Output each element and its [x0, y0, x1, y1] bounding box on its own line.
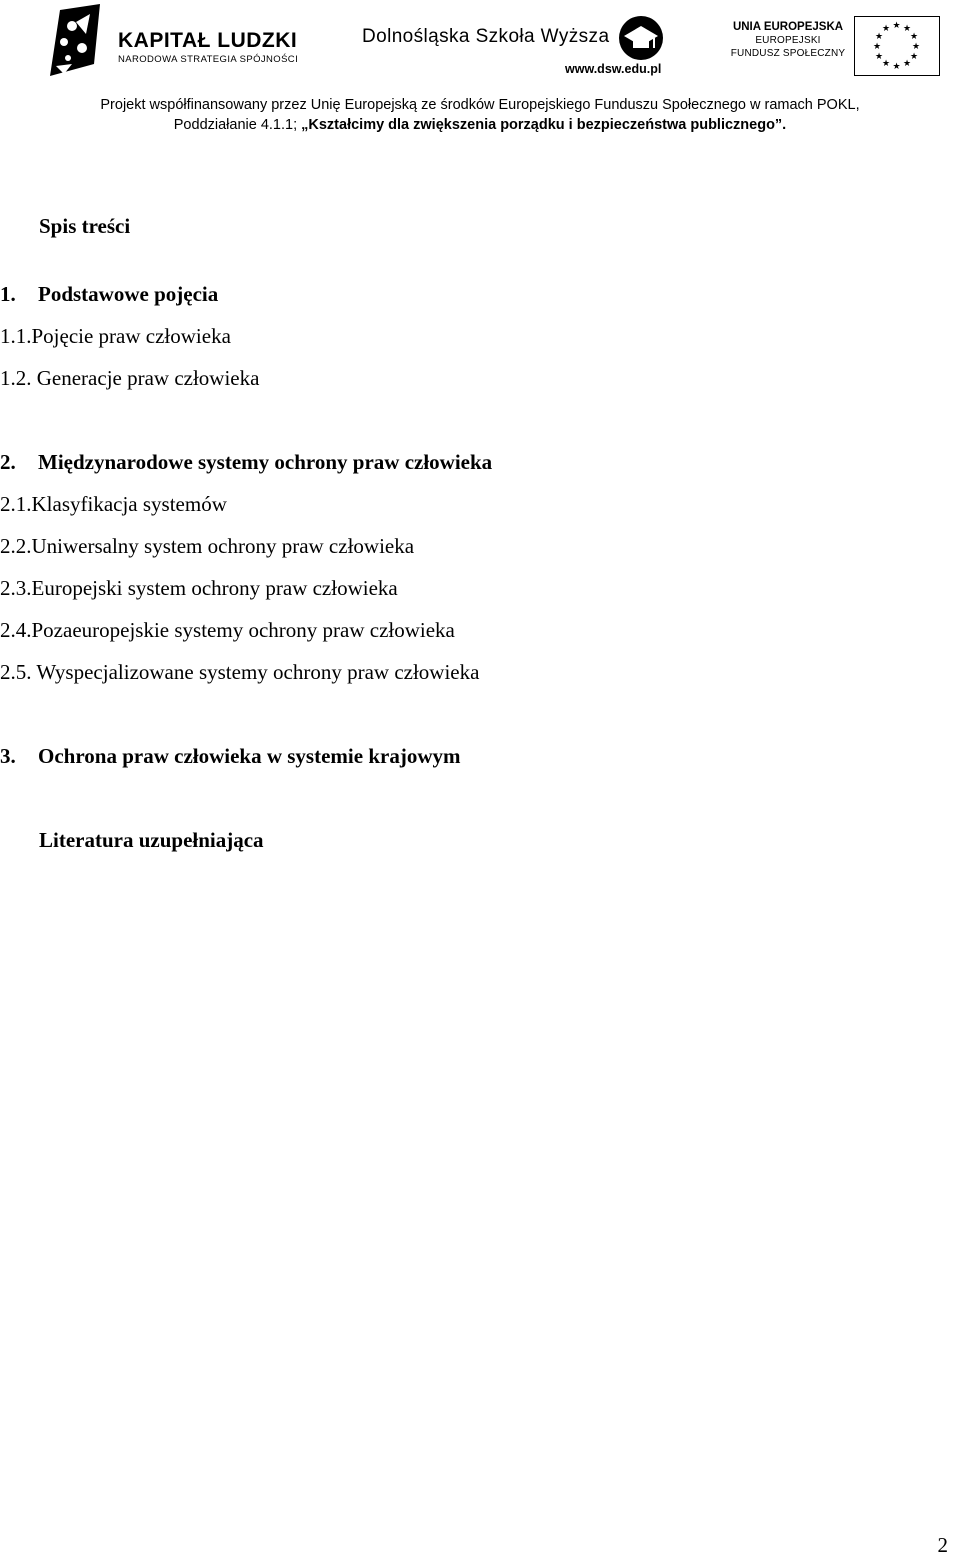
svg-text:★: ★ [874, 52, 884, 62]
eu-logo [720, 14, 942, 78]
project-title: „Kształcimy dla zwiększenia porządku i bezpieczeństwa publicznego”. [301, 117, 787, 133]
kapital-ludzki-subtitle: NARODOWA STRATEGIA SPÓJNOŚCI [118, 54, 299, 65]
svg-text:★: ★ [902, 59, 912, 69]
kapital-ludzki-logo [42, 4, 342, 82]
eu-fund-line2: FUNDUSZ SPOŁECZNY [730, 48, 846, 59]
toc-item-1-1: 1.1.Pojęcie praw człowieka [0, 324, 231, 348]
toc-heading: Spis treści [39, 214, 131, 238]
kapital-ludzki-title: KAPITAŁ LUDZKI [118, 29, 298, 52]
eu-title: UNIA EUROPEJSKA [732, 21, 844, 33]
svg-text:★: ★ [909, 32, 919, 42]
toc-section-title: Ochrona praw człowieka w systemie krajowym [38, 744, 461, 768]
toc-literature: Literatura uzupełniająca [39, 828, 264, 852]
toc-item-2-1: 2.1.Klasyfikacja systemów [0, 492, 227, 516]
toc-item-1-2: 1.2. Generacje praw człowieka [0, 366, 260, 390]
toc-section-title: Podstawowe pojęcia [38, 282, 219, 306]
svg-text:★: ★ [892, 62, 901, 72]
toc-item-2-3: 2.3.Europejski system ochrony praw człowieka [0, 576, 398, 600]
toc-item-2-2: 2.2.Uniwersalny system ochrony praw człowieka [0, 534, 415, 558]
dsw-name: Dolnośląska Szkoła Wyższa [362, 26, 610, 47]
toc-item-2-5: 2.5. Wyspecjalizowane systemy ochrony praw człowieka [0, 660, 480, 684]
svg-text:★: ★ [881, 59, 891, 69]
svg-text:★: ★ [902, 24, 912, 34]
page-number: 2 [937, 1533, 948, 1557]
svg-text:★: ★ [874, 32, 884, 42]
toc-item-2-4: 2.4.Pozaeuropejskie systemy ochrony praw człowieka [0, 618, 455, 642]
project-funding-note [0, 95, 960, 135]
dsw-url: www.dsw.edu.pl [565, 62, 662, 76]
eu-fund-line1: EUROPEJSKI [755, 35, 821, 46]
svg-text:★: ★ [892, 21, 901, 31]
toc-section-number: 2. [0, 450, 16, 474]
document-header [0, 0, 960, 140]
svg-text:★: ★ [909, 52, 919, 62]
toc-section-number: 3. [0, 744, 16, 768]
dsw-logo [360, 14, 670, 84]
project-line-2-prefix: Poddziałanie 4.1.1; [173, 117, 302, 133]
graduation-cap-icon [616, 14, 666, 62]
svg-text:★: ★ [911, 42, 921, 52]
toc-section-number: 1. [0, 282, 16, 306]
svg-text:★: ★ [881, 24, 891, 34]
toc-section-2 [0, 450, 492, 475]
toc-section-title: Międzynarodowe systemy ochrony praw człowieka [38, 450, 493, 474]
eu-flag-icon [854, 16, 940, 76]
kapital-ludzki-emblem-icon [42, 4, 122, 82]
toc-section-1 [0, 282, 218, 307]
svg-text:★: ★ [872, 42, 882, 52]
project-line-1: Projekt współfinansowany przez Unię Europejską ze środków Europejskiego Funduszu Społecznego w ramach POKL, [100, 97, 860, 113]
toc-section-3 [0, 744, 460, 769]
project-line-2 [0, 115, 960, 135]
